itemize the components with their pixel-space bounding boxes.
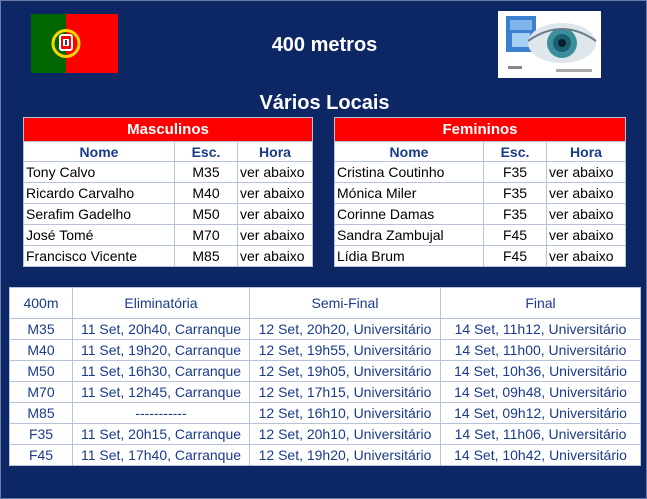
athlete-name: Cristina Coutinho (335, 162, 484, 183)
column-header-time: Hora (547, 142, 626, 162)
women-table (334, 117, 626, 267)
table-row (10, 382, 641, 403)
table-row (24, 162, 313, 183)
schedule-heat: 11 Set, 19h20, Carranque (73, 340, 250, 361)
table-row (10, 340, 641, 361)
schedule-final: 14 Set, 10h36, Universitário (441, 361, 641, 382)
athlete-category: M85 (175, 246, 238, 267)
schedule-semi: 12 Set, 19h05, Universitário (250, 361, 441, 382)
athlete-time: ver abaixo (547, 225, 626, 246)
athlete-name: Lídia Brum (335, 246, 484, 267)
page-title: 400 metros (271, 34, 378, 56)
athlete-category: F35 (484, 183, 547, 204)
table-row (24, 225, 313, 246)
athlete-time: ver abaixo (238, 162, 313, 183)
schedule-final: 14 Set, 11h00, Universitário (441, 340, 641, 361)
athlete-time: ver abaixo (547, 204, 626, 225)
table-row (335, 183, 626, 204)
athlete-time: ver abaixo (238, 225, 313, 246)
column-header-name: Nome (24, 142, 175, 162)
schedule-heat: 11 Set, 20h15, Carranque (73, 424, 250, 445)
schedule-heat: 11 Set, 16h30, Carranque (73, 361, 250, 382)
athlete-category: F45 (484, 246, 547, 267)
schedule-category: F45 (10, 445, 73, 466)
column-header-heat: Eliminatória (73, 288, 250, 319)
table-row (24, 246, 313, 267)
schedule-table (9, 287, 641, 466)
athlete-name: Corinne Damas (335, 204, 484, 225)
schedule-heat: 11 Set, 20h40, Carranque (73, 319, 250, 340)
schedule-category: M70 (10, 382, 73, 403)
table-row (335, 225, 626, 246)
column-header-category: Esc. (175, 142, 238, 162)
eye-logo-icon (498, 11, 601, 78)
athlete-category: F35 (484, 162, 547, 183)
table-row (24, 204, 313, 225)
men-table (23, 117, 313, 267)
women-heading: Femininos (335, 118, 626, 142)
schedule-semi: 12 Set, 19h55, Universitário (250, 340, 441, 361)
column-header-category: Esc. (484, 142, 547, 162)
athlete-time: ver abaixo (547, 246, 626, 267)
athlete-category: F45 (484, 225, 547, 246)
column-header-final: Final (441, 288, 641, 319)
athlete-category: F35 (484, 204, 547, 225)
schedule-category: M40 (10, 340, 73, 361)
athlete-category: M50 (175, 204, 238, 225)
event-logo (498, 11, 601, 78)
column-header-event: 400m (10, 288, 73, 319)
schedule-semi: 12 Set, 16h10, Universitário (250, 403, 441, 424)
table-row (10, 424, 641, 445)
athlete-time: ver abaixo (547, 183, 626, 204)
column-header-name: Nome (335, 142, 484, 162)
athlete-time: ver abaixo (238, 204, 313, 225)
athlete-name: José Tomé (24, 225, 175, 246)
column-header-semi: Semi-Final (250, 288, 441, 319)
schedule-final: 14 Set, 09h12, Universitário (441, 403, 641, 424)
schedule-category: M85 (10, 403, 73, 424)
schedule-heat: 11 Set, 17h40, Carranque (73, 445, 250, 466)
athlete-name: Serafim Gadelho (24, 204, 175, 225)
athlete-name: Francisco Vicente (24, 246, 175, 267)
athlete-name: Mónica Miler (335, 183, 484, 204)
athlete-time: ver abaixo (547, 162, 626, 183)
schedule-final: 14 Set, 11h12, Universitário (441, 319, 641, 340)
schedule-final: 14 Set, 11h06, Universitário (441, 424, 641, 445)
schedule-heat: ----------- (73, 403, 250, 424)
column-header-time: Hora (238, 142, 313, 162)
table-row (10, 403, 641, 424)
athlete-category: M40 (175, 183, 238, 204)
schedule-final: 14 Set, 10h42, Universitário (441, 445, 641, 466)
table-row (335, 204, 626, 225)
schedule-category: M50 (10, 361, 73, 382)
athlete-time: ver abaixo (238, 183, 313, 204)
athlete-name: Ricardo Carvalho (24, 183, 175, 204)
table-row (24, 183, 313, 204)
table-row (335, 162, 626, 183)
athlete-time: ver abaixo (238, 246, 313, 267)
athlete-name: Tony Calvo (24, 162, 175, 183)
schedule-heat: 11 Set, 12h45, Carranque (73, 382, 250, 403)
schedule-category: F35 (10, 424, 73, 445)
page-subtitle: Vários Locais (259, 92, 390, 114)
table-row (335, 246, 626, 267)
schedule-semi: 12 Set, 19h20, Universitário (250, 445, 441, 466)
athlete-name: Sandra Zambujal (335, 225, 484, 246)
table-row (10, 319, 641, 340)
schedule-category: M35 (10, 319, 73, 340)
athlete-category: M70 (175, 225, 238, 246)
schedule-semi: 12 Set, 17h15, Universitário (250, 382, 441, 403)
men-heading: Masculinos (24, 118, 313, 142)
schedule-final: 14 Set, 09h48, Universitário (441, 382, 641, 403)
table-row (10, 445, 641, 466)
table-row (10, 361, 641, 382)
schedule-semi: 12 Set, 20h20, Universitário (250, 319, 441, 340)
schedule-semi: 12 Set, 20h10, Universitário (250, 424, 441, 445)
athlete-category: M35 (175, 162, 238, 183)
